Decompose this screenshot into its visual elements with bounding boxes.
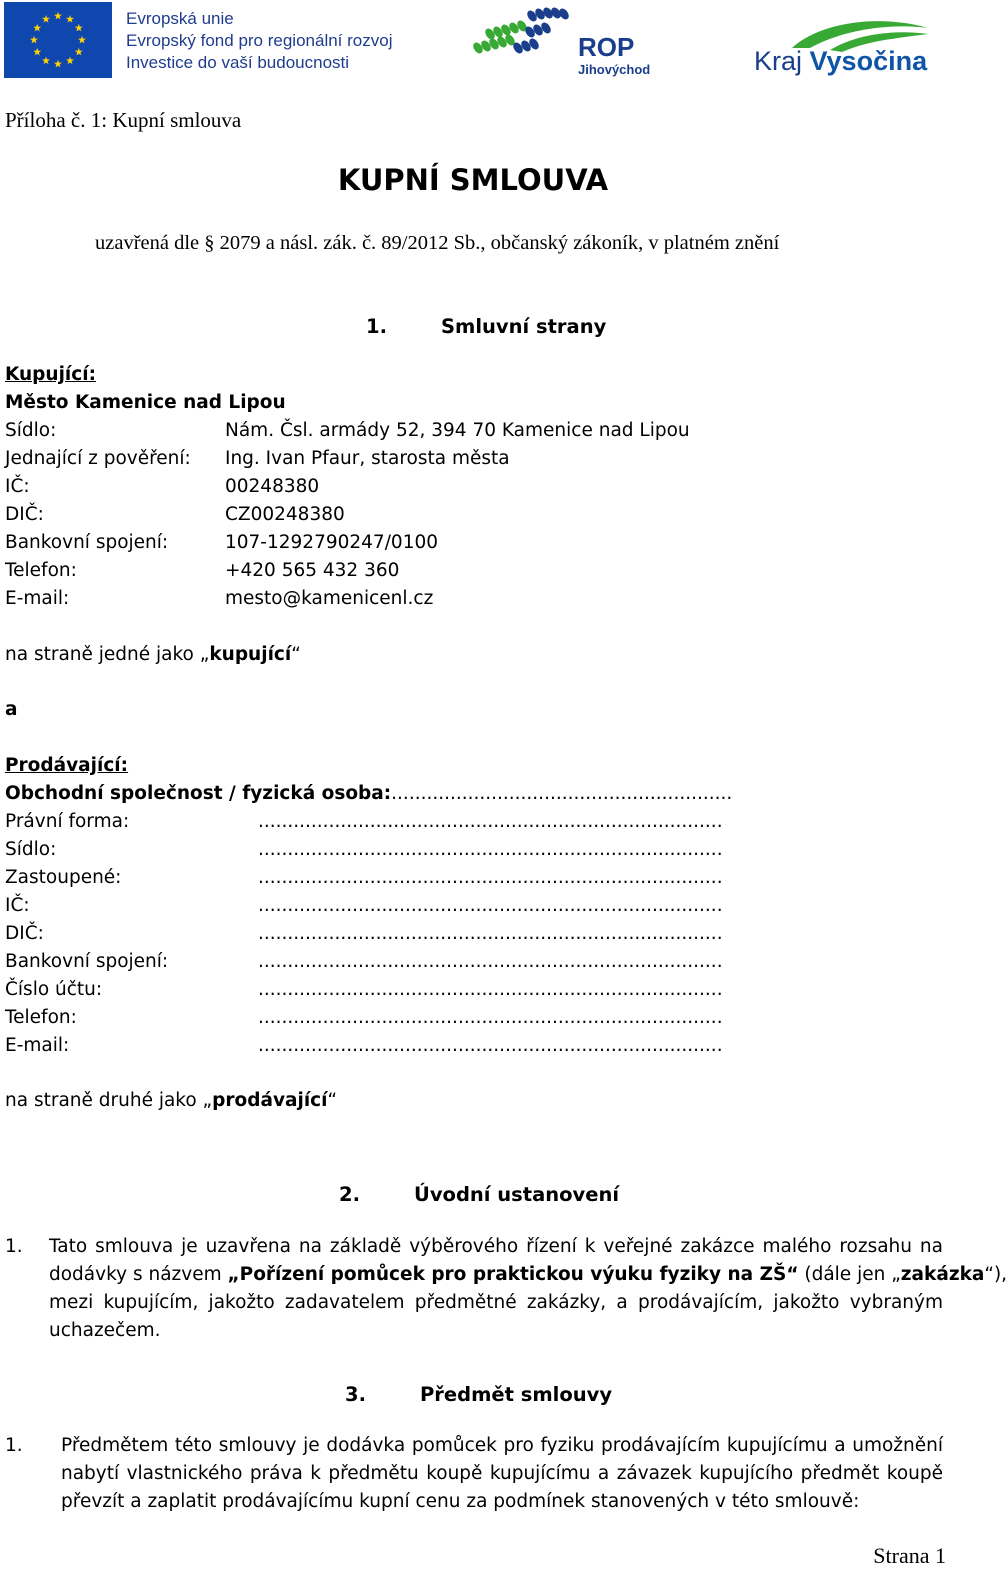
buyer-field-label: Jednající z pověření: — [5, 448, 191, 469]
rop-logo-subtitle: Jihovýchod — [578, 62, 651, 77]
eu-line-1: Evropská unie — [126, 9, 234, 28]
kraj-vysocina-logo-text — [754, 46, 927, 76]
seller-field-label: Bankovní spojení: — [5, 951, 169, 972]
rop-logo-icon — [470, 8, 575, 58]
section-3-number: 3. — [345, 1383, 366, 1406]
buyer-field-value: +420 565 432 360 — [225, 560, 400, 581]
seller-role-suffix: “ — [327, 1090, 338, 1111]
seller-field-value: ............................................................................... — [258, 1035, 723, 1056]
section-1-label: Smluvní strany — [441, 315, 607, 338]
seller-field-label: Právní forma: — [5, 811, 130, 832]
seller-field-label: Sídlo: — [5, 839, 57, 860]
kraj-name: Vysočina — [809, 46, 928, 76]
paragraph-line — [49, 1261, 1007, 1289]
text-run: “), — [984, 1264, 1007, 1285]
paragraph-number: 1. — [5, 1435, 23, 1456]
paragraph-line: uchazečem. — [49, 1320, 161, 1341]
buyer-role-prefix: na straně jedné jako „ — [5, 644, 210, 665]
buyer-field-label: E-mail: — [5, 588, 70, 609]
eu-logo-text — [126, 8, 392, 74]
paragraph-line: Tato smlouva je uzavřena na základě výběrového řízení k veřejné zakázce malého rozsahu na — [49, 1236, 943, 1257]
buyer-field-value: CZ00248380 — [225, 504, 345, 525]
kraj-prefix: Kraj — [754, 46, 803, 76]
buyer-field-label: Sídlo: — [5, 420, 57, 441]
buyer-field-value: 107-1292790247/0100 — [225, 532, 439, 553]
paragraph-line: převzít a zaplatit prodávajícímu kupní cenu za podmínek stanovených v této smlouvě: — [61, 1491, 860, 1512]
document-title: KUPNÍ SMLOUVA — [337, 163, 609, 197]
seller-field-value: ............................................................................... — [258, 811, 723, 832]
seller-role-line — [5, 1090, 337, 1111]
header-logos — [0, 0, 960, 90]
seller-field-value: ............................................................................... — [258, 895, 723, 916]
seller-heading: Prodávající: — [5, 755, 129, 776]
eu-line-2: Evropský fond pro regionální rozvoj — [126, 31, 393, 50]
paragraph-body — [49, 1233, 1007, 1345]
page-number: Strana 1 — [873, 1543, 946, 1568]
seller-field-value: ............................................................................... — [258, 979, 723, 1000]
contract-name: „Pořízení pomůcek pro praktickou výuku fyziky na ZŠ“ — [227, 1264, 799, 1285]
buyer-field-value: Ing. Ivan Pfaur, starosta města — [225, 448, 510, 469]
buyer-field-label: DIČ: — [5, 504, 44, 525]
seller-field-value: ............................................................................... — [258, 867, 723, 888]
seller-field-label: E-mail: — [5, 1035, 70, 1056]
buyer-role-suffix: “ — [291, 644, 301, 665]
paragraph-line: mezi kupujícím, jakožto zadavatelem předmětné zakázky, a prodávajícím, jakožto vybraným — [49, 1292, 943, 1313]
annex-label: Příloha č. 1: Kupní smlouva — [5, 108, 242, 132]
seller-field-value: ............................................................................... — [258, 923, 723, 944]
section-2-number: 2. — [339, 1183, 360, 1206]
section-1-number: 1. — [366, 315, 387, 338]
paragraph-number: 1. — [5, 1236, 23, 1257]
seller-role-prefix: na straně druhé jako „ — [5, 1090, 213, 1111]
buyer-heading: Kupující: — [5, 364, 96, 385]
section-2-label: Úvodní ustanovení — [414, 1183, 620, 1206]
rop-logo-title: ROP — [578, 32, 635, 62]
buyer-name: Město Kamenice nad Lipou — [5, 392, 286, 413]
seller-role: prodávající — [212, 1090, 328, 1111]
seller-name-label: Obchodní společnost / fyzická osoba: — [5, 783, 392, 804]
seller-field-value: ............................................................................... — [258, 1007, 723, 1028]
buyer-field-value: 00248380 — [225, 476, 320, 497]
seller-field-label: Zastoupené: — [5, 867, 122, 888]
seller-name-line — [5, 783, 732, 804]
document-subtitle: uzavřená dle § 2079 a násl. zák. č. 89/2012 Sb., občanský zákoník, v platném znění — [95, 232, 780, 254]
seller-field-value: ............................................................................... — [258, 839, 723, 860]
buyer-field-value: mesto@kamenicenl.cz — [225, 588, 434, 609]
eu-line-3: Investice do vaší budoucnosti — [126, 53, 350, 72]
seller-field-label: IČ: — [5, 895, 30, 916]
seller-field-label: Telefon: — [5, 1007, 77, 1028]
paragraph-3-1 — [5, 1432, 943, 1522]
text-run: dodávky s názvem — [49, 1264, 228, 1285]
buyer-role: kupující — [209, 644, 292, 665]
buyer-field-label: IČ: — [5, 476, 30, 497]
seller-field-label: Číslo účtu: — [5, 979, 103, 1000]
buyer-field-label: Bankovní spojení: — [5, 532, 169, 553]
defined-term: zakázka — [900, 1264, 985, 1285]
buyer-field-label: Telefon: — [5, 560, 77, 581]
eu-flag-icon — [4, 2, 112, 78]
buyer-role-line — [5, 644, 301, 665]
and-separator: a — [5, 699, 18, 720]
buyer-field-value: Nám. Čsl. armády 52, 394 70 Kamenice nad Lipou — [225, 420, 690, 441]
paragraph-body — [61, 1432, 943, 1516]
text-run: (dále jen „ — [798, 1264, 901, 1285]
seller-field-value: ............................................................................... — [258, 951, 723, 972]
section-3-label: Předmět smlouvy — [420, 1383, 613, 1406]
paragraph-line: nabytí vlastnického práva k předmětu koupě kupujícímu a závazek kupujícího předmět koupě — [61, 1463, 943, 1484]
paragraph-2-1 — [5, 1233, 1007, 1349]
seller-name-dots: .......................................................... — [391, 783, 733, 804]
seller-field-label: DIČ: — [5, 923, 44, 944]
paragraph-line: Předmětem této smlouvy je dodávka pomůcek pro fyziku prodávajícím kupujícímu a umožnění — [61, 1435, 943, 1456]
